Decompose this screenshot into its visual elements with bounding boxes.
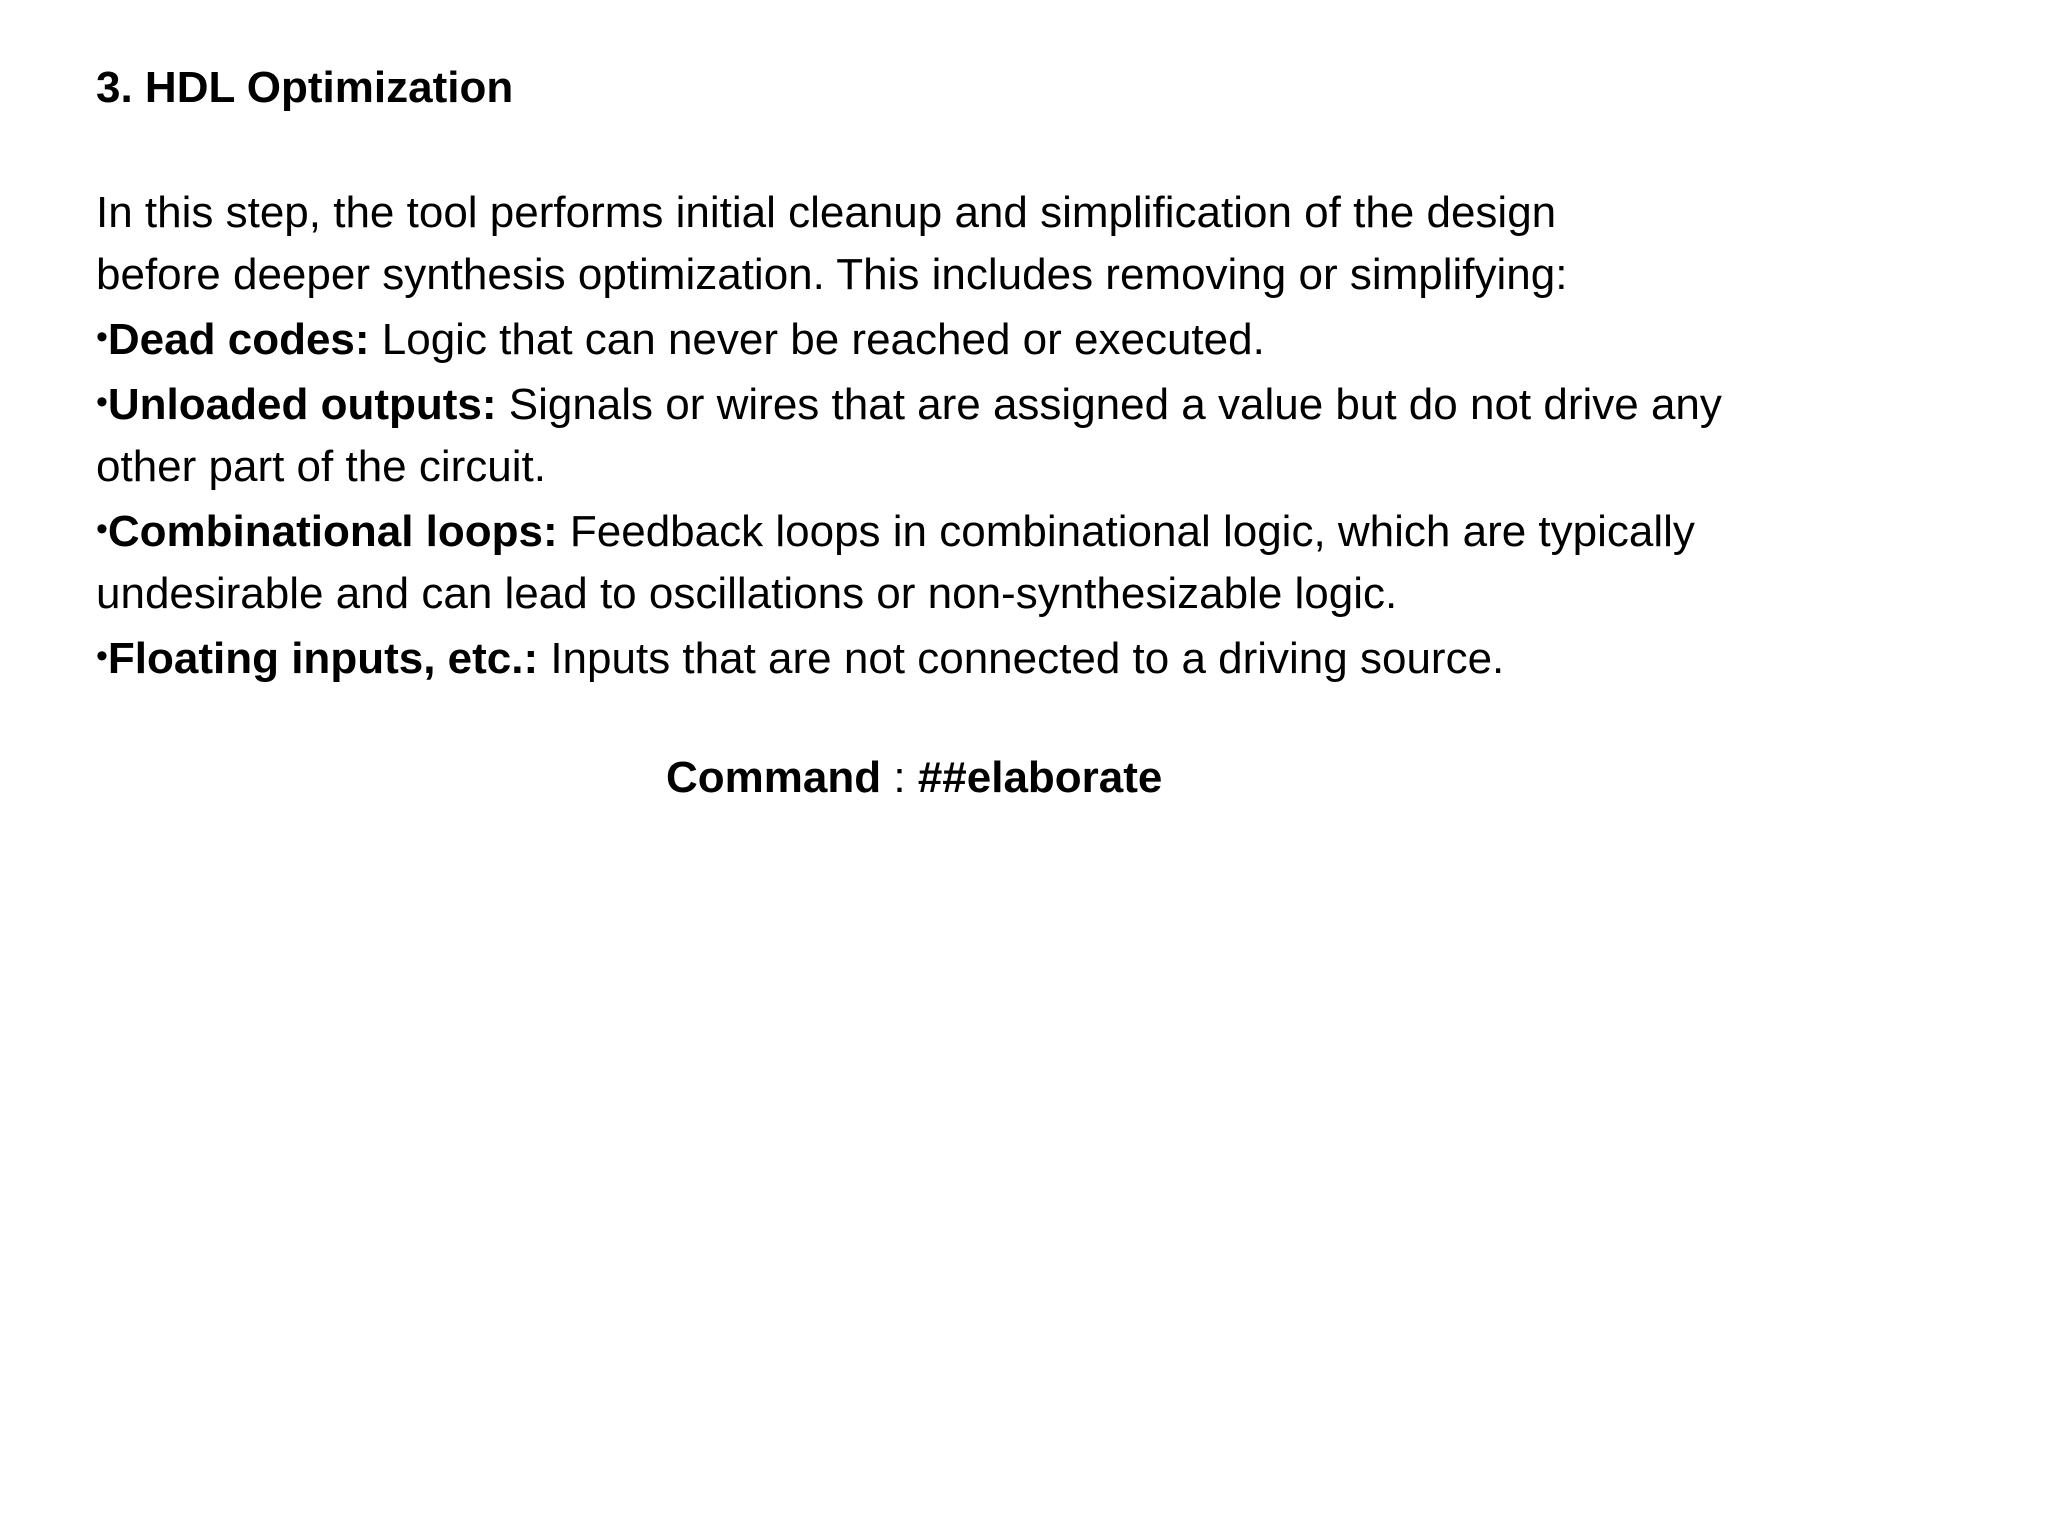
bullet-unloaded-outputs (96, 371, 1936, 498)
bullet-term: Unloaded outputs: (107, 380, 497, 429)
bullet-description: Feedback loops in combinational logic, which are typically (557, 507, 1695, 556)
command-line (666, 752, 1162, 804)
slide-title: 3. HDL Optimization (96, 63, 514, 112)
bullet-dead-codes (96, 306, 1936, 371)
bullet-dot-icon: • (96, 510, 108, 548)
bullet-dot-icon: • (96, 383, 108, 421)
bullet-term: Floating inputs, etc.: (107, 634, 539, 683)
bullet-description: Inputs that are not connected to a driving source. (538, 634, 1505, 683)
command-separator: : (881, 753, 918, 802)
command-label: Command (666, 753, 882, 802)
command-value: ##elaborate (917, 753, 1163, 802)
intro-line-2: before deeper synthesis optimization. This includes removing or simplifying: (96, 250, 1568, 299)
bullet-description-continued: undesirable and can lead to oscillations or non-synthesizable logic. (96, 569, 1398, 618)
bullet-term: Combinational loops: (107, 507, 558, 556)
bullet-description-continued: other part of the circuit. (96, 442, 546, 491)
bullet-dot-icon: • (96, 318, 108, 356)
bullet-description: Signals or wires that are assigned a value but do not drive any (496, 380, 1722, 429)
bullet-description: Logic that can never be reached or executed. (369, 315, 1265, 364)
bullet-combinational-loops (96, 498, 1936, 625)
slide-body (96, 182, 1936, 690)
intro-line-1: In this step, the tool performs initial cleanup and simplification of the design (96, 188, 1557, 237)
bullet-term: Dead codes: (107, 315, 370, 364)
bullet-floating-inputs (96, 625, 1936, 690)
bullet-dot-icon: • (96, 637, 108, 675)
